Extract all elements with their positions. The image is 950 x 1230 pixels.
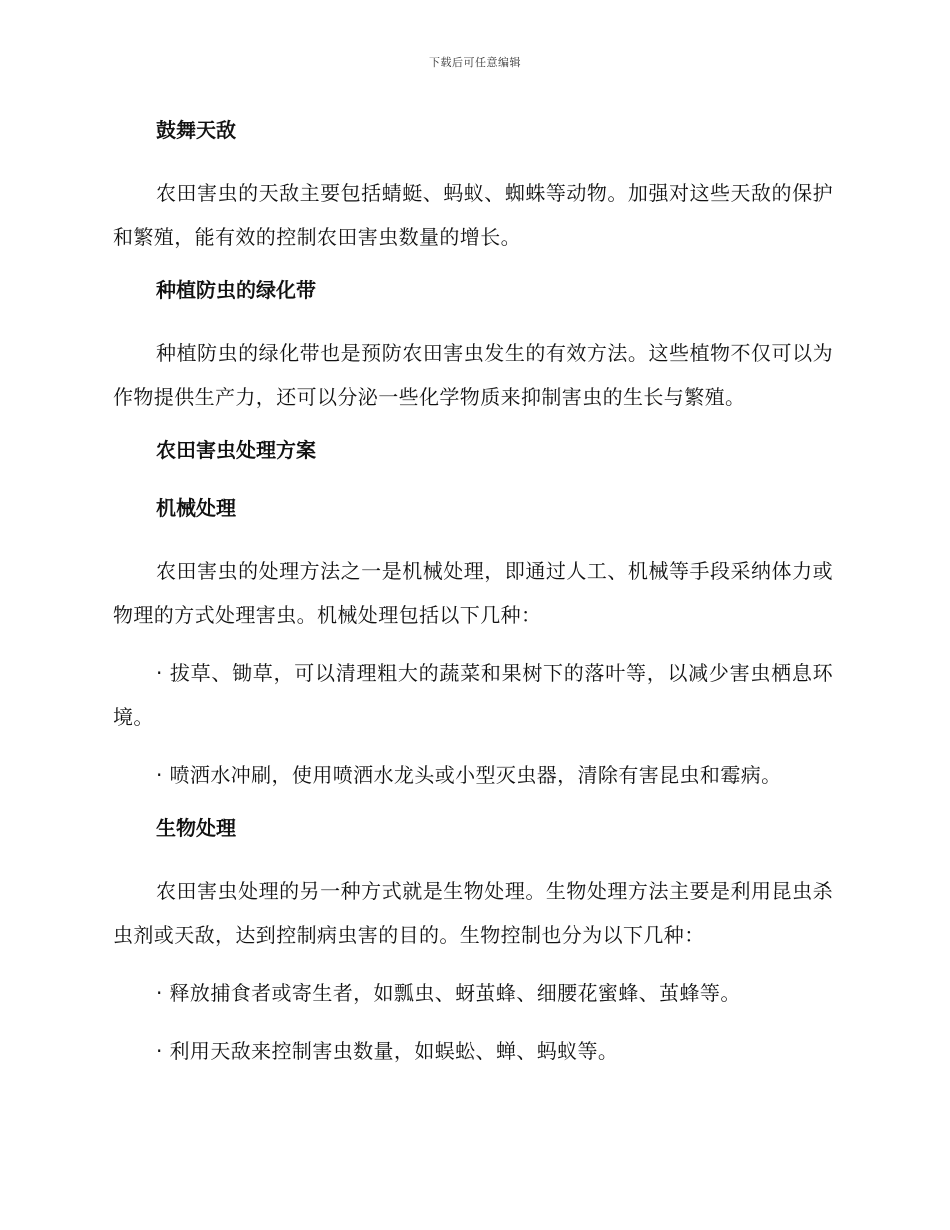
list-item-predators: · 释放捕食者或寄生者，如瓢虫、蚜茧蜂、细腰花蜜蜂、茧蜂等。 [156,981,741,1005]
section-heading-treatment-plan: 农田害虫处理方案 [156,438,316,462]
section-heading-mechanical-treatment: 机械处理 [156,496,236,520]
list-item-natural-enemies: · 利用天敌来控制害虫数量，如蜈蚣、蝉、蚂蚁等。 [156,1039,619,1063]
document-body [113,113,833,1087]
section-heading-green-belt: 种植防虫的绿化带 [156,278,316,302]
section-heading-encourage-natural-enemies: 鼓舞天敌 [156,118,236,142]
paragraph-natural-enemies: 农田害虫的天敌主要包括蜻蜓、蚂蚁、蜘蛛等动物。加强对这些天敌的保护和繁殖，能有效的控制农田害虫数量的增长。 [113,181,833,249]
paragraph-mechanical-treatment: 农田害虫的处理方法之一是机械处理，即通过人工、机械等手段采纳体力或物理的方式处理害虫。机械处理包括以下几种： [113,559,833,627]
section-heading-biological-treatment: 生物处理 [156,816,236,840]
list-item-weeding: · 拔草、锄草，可以清理粗大的蔬菜和果树下的落叶等，以减少害虫栖息环境。 [113,661,833,729]
page-header: 下载后可任意编辑 [429,56,521,69]
list-item-water-spraying: · 喷洒水冲刷，使用喷洒水龙头或小型灭虫器，清除有害昆虫和霉病。 [156,763,782,787]
paragraph-green-belt: 种植防虫的绿化带也是预防农田害虫发生的有效方法。这些植物不仅可以为作物提供生产力，还可以分泌一些化学物质来抑制害虫的生长与繁殖。 [113,341,833,409]
paragraph-biological-treatment: 农田害虫处理的另一种方式就是生物处理。生物处理方法主要是利用昆虫杀虫剂或天敌，达到控制病虫害的目的。生物控制也分为以下几种： [113,879,833,947]
